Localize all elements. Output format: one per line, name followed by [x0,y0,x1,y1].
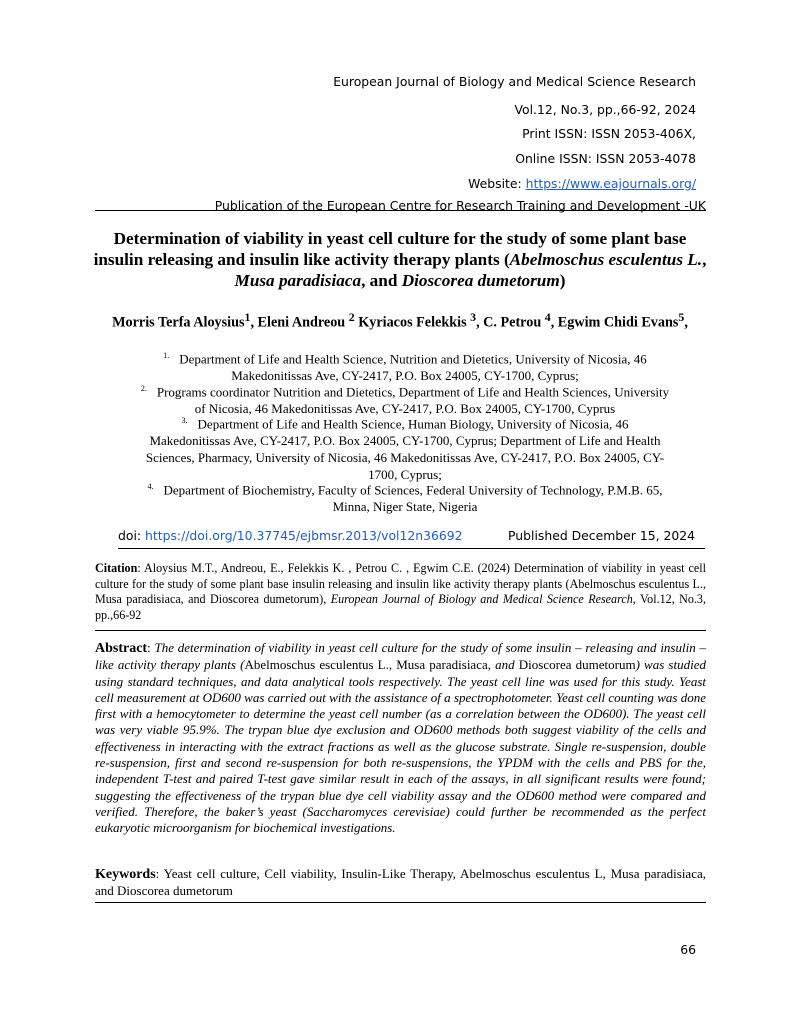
affiliation-2-num: 2. [140,384,147,393]
author-5: , Egwim Chidi Evans [550,314,679,331]
abstract-text-2: and [491,657,519,673]
website-link[interactable]: https://www.eajournals.org/ [525,176,696,191]
affiliation-1-num: 1. [163,351,170,360]
doi-line [118,528,463,543]
author-3: Kyriacos Felekkis [354,314,471,331]
citation-label: Citation [95,561,138,575]
abstract-species-2: Dioscorea dumetorum [518,657,636,673]
citation-divider [95,630,706,631]
author-end: , [684,314,688,331]
doi-label: doi: [118,528,146,543]
affiliation-3-text: Department of Life and Health Science, Human Biology, University of Nicosia, 46 Makedonitissas Ave, CY-2417, P.O. Box 24005, CY-1700, Cyprus; Department of Life and Health Sciences, Pharmacy, University of Nicosia, 46 Makedonitissas Ave, CY-2417, P.O. Box 24005, CY-1700, Cyprus; [145,416,665,483]
abstract-colon: : [147,640,155,655]
affiliation-1 [140,347,670,384]
keywords-label: Keywords [95,867,156,882]
abstract-label: Abstract [95,641,148,656]
affiliation-3-num: 3. [181,416,188,425]
title-species-1: Abelmoschus esculentus L. [509,250,703,269]
author-1-sup: 1 [244,310,251,324]
keywords-block [95,866,706,900]
website-label: Website: [468,176,526,191]
author-4-sup: 4 [544,310,551,324]
abstract-species-1: Abelmoschus esculentus L., Musa paradisiaca, [244,657,491,673]
title-sep-1: , [702,250,707,269]
author-3-sup: 3 [470,310,477,324]
website-line [468,176,696,191]
affiliation-2-text: Programs coordinator Nutrition and Dietetics, Department of Life and Health Sciences, University of Nicosia, 46 Makedonitissas Ave, CY-2417, P.O. Box 24005, CY-1700, Cyprus [156,384,670,417]
affiliation-4-num: 4. [147,482,154,491]
citation-journal: European Journal of Biology and Medical Science Research [330,592,633,607]
paper-title [90,228,710,291]
abstract-block [95,640,706,837]
title-species-3: Dioscorea dumetorum [401,271,560,290]
abstract-text-1: The determination of viability in yeast cell culture for the study of some insulin – releasing and insulin – like activity therapy plants ( [95,640,706,673]
abstract-text-3: ) was studied using standard techniques, and data analytical tools respectively. The yeast cell line was used for this study. Yeast cell measurement at OD600 was carried out with the assistance of a spectrophotometer. Yeast cell counting was done first with a hemocytometer to determine the yeast cell number (as a correlation between the OD600). The yeast cell was very viable 95.9%. The trypan blue dye exclusion and OD600 methods both suggest viability of the cells and effectiveness in interacting with the extract fractions as well as the glucose substrate. Single re-suspension, double re-suspension, first and second re-suspension for both re-suspensions, the YPDM with the cells and PBS for the, independent T-test and paired T-test gave similar result in each of the assays, in all significant results were found; suggesting the effectiveness of the trypan blue dye cell viability assay and the OD600 method were compared and verified. Therefore, the baker’s yeast (Saccharomyces cerevisiae) could further be recommended as the perfect eukaryotic microorganism for biochemical investigations. [95,657,706,836]
title-species-2: Musa paradisiaca [234,271,362,290]
citation-tail: , Vol.12, No.3, pp.,66-92 [95,592,707,622]
published-date: Published December 15, 2024 [508,528,695,543]
title-text: Determination of viability in yeast cell culture for the study of some plant base insulin releasing and insulin like activity therapy plants ( [93,229,687,269]
author-2: , Eleni Andreou [250,314,349,331]
volume-info: Vol.12, No.3, pp.,66-92, 2024 [514,102,696,117]
author-list [110,308,690,333]
doi-divider [118,548,705,549]
title-sep-2: , and [361,271,402,290]
keywords-text: : Yeast cell culture, Cell viability, Insulin-Like Therapy, Abelmoschus esculentus L, Musa paradisiaca, and Dioscorea dumetorum [95,866,706,899]
affiliation-3 [140,412,670,483]
citation-block [95,561,706,623]
online-issn: Online ISSN: ISSN 2053-4078 [515,151,696,166]
citation-text: : Aloysius M.T., Andreou, E., Felekkis K. , Petrou C. , Egwim C.E. (2024) Determination of viability in yeast cell culture for the study of some plant base insulin releasing and insulin like activity therapy plants (Abelmoschus esculentus L., Musa paradisiaca, and Dioscorea dumetorum), [95,561,706,607]
keywords-divider [95,902,706,903]
page-number: 66 [680,942,696,957]
author-4: , C. Petrou [476,314,545,331]
publisher-line: Publication of the European Centre for Research Training and Development -UK [214,198,706,213]
journal-name: European Journal of Biology and Medical Science Research [333,74,696,89]
author-5-sup: 5 [678,310,685,324]
doi-link[interactable]: https://doi.org/10.37745/ejbmsr.2013/vol12n36692 [145,528,463,543]
affiliation-4-text: Department of Biochemistry, Faculty of Sciences, Federal University of Technology, P.M.B. 65, Minna, Niger State, Nigeria [163,482,663,515]
print-issn: Print ISSN: ISSN 2053-406X, [522,126,696,141]
author-1: Morris Terfa Aloysius [112,314,245,331]
affiliation-1-text: Department of Life and Health Science, Nutrition and Dietetics, University of Nicosia, 46 Makedonitissas Ave, CY-2417, P.O. Box 24005, CY-1700, Cyprus; [179,351,647,384]
affiliation-4 [140,478,670,515]
title-close: ) [559,271,566,290]
author-2-sup: 2 [348,310,355,324]
